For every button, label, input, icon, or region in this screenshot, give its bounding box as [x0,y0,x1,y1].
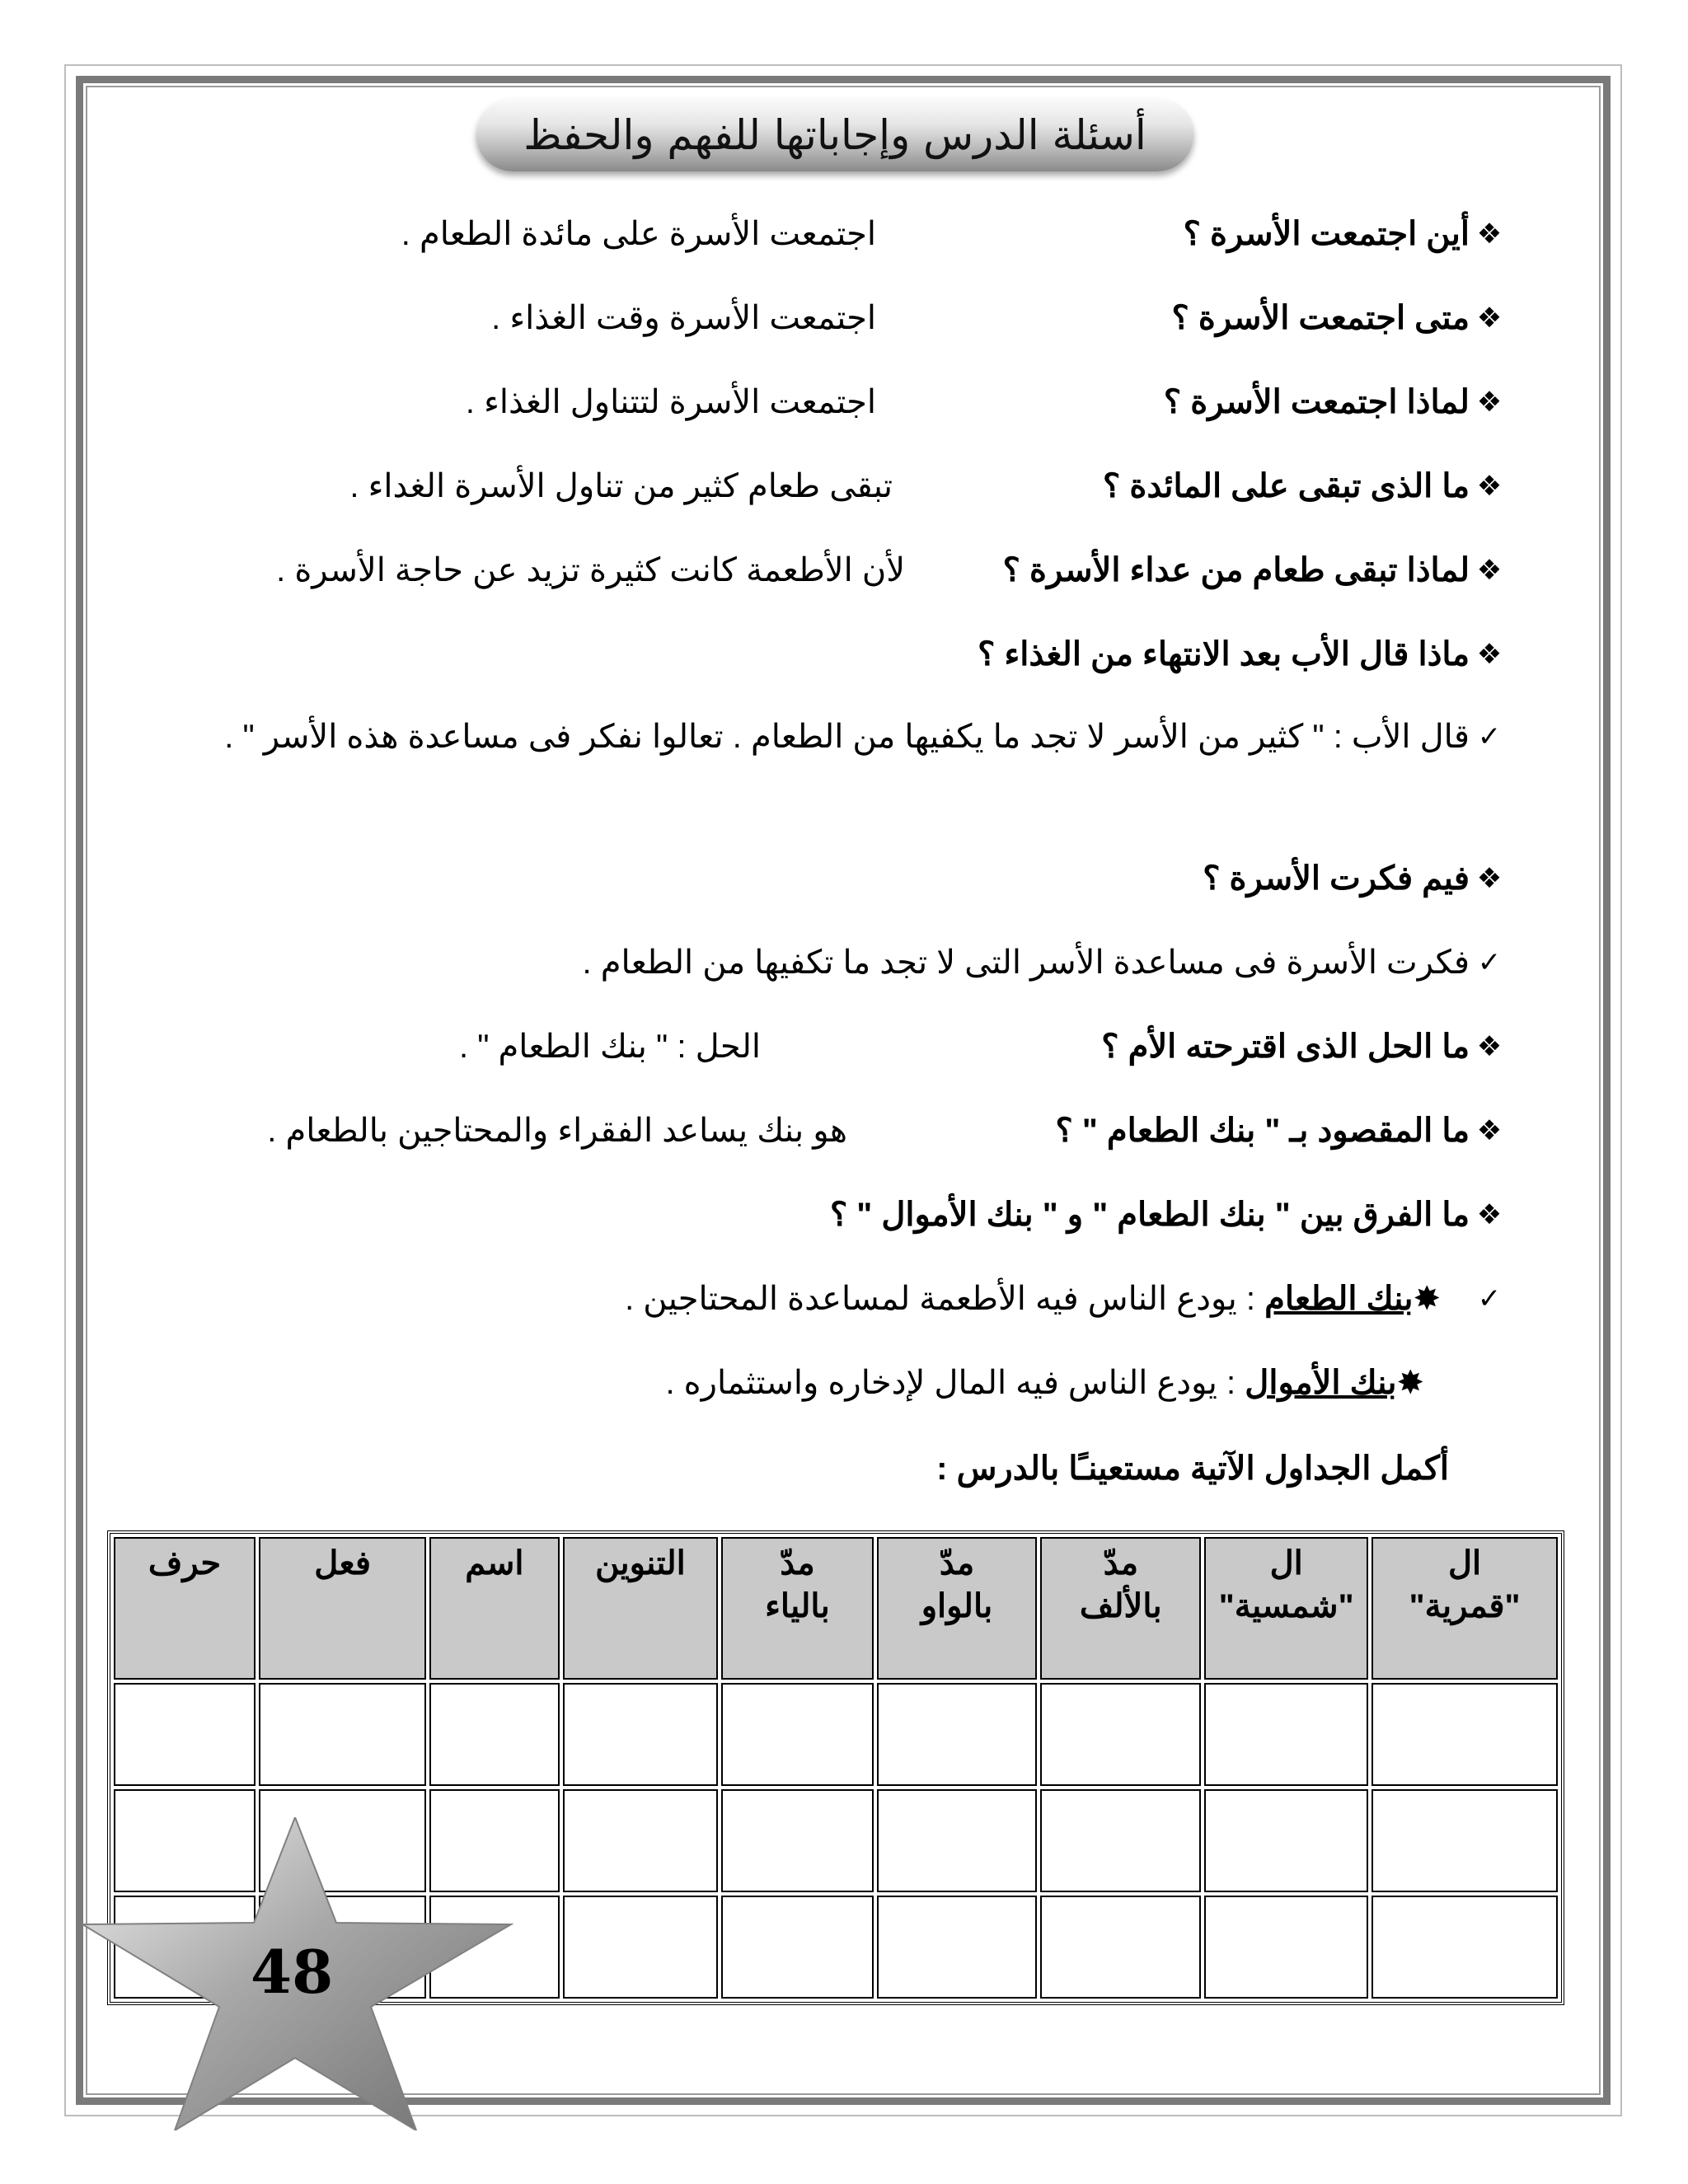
question-4: ما الذى تبقى على المائدة ؟ [1103,468,1470,504]
check-mark-icon: ✓ [1477,1282,1502,1315]
header-cell: مدّ بالواو [877,1537,1038,1680]
food-bank-definition [625,1277,1441,1320]
star-bullet-icon: ✸ [1396,1365,1424,1401]
answer-cell[interactable] [563,1683,719,1786]
answer-cell[interactable] [563,1789,719,1892]
answer-cell[interactable] [429,1683,559,1786]
answer-8: الحل : " بنك الطعام " . [459,1029,761,1065]
table-instruction: أكمل الجداول الآتية مستعينـًا بالدرس : [936,1451,1449,1487]
diamond-bullet-icon: ❖ [1476,1198,1503,1231]
title-banner [476,99,1193,171]
answer-5: لأن الأطعمة كانت كثيرة تزيد عن حاجة الأسرة . [276,552,905,588]
answer-cell[interactable] [563,1896,719,1999]
header-cell: ال "شمسية" [1204,1537,1368,1680]
header-cell: اسم [429,1537,559,1680]
answer-7: فكرت الأسرة فى مساعدة الأسر التى لا تجد ما تكفيها من الطعام . [582,944,1470,981]
header-cell: التنوين [563,1537,719,1680]
diamond-bullet-icon: ❖ [1476,218,1503,251]
answer-cell[interactable] [877,1789,1038,1892]
diamond-bullet-icon: ❖ [1476,638,1503,671]
diamond-bullet-icon: ❖ [1476,470,1503,503]
answer-cell[interactable] [1204,1683,1368,1786]
answer-cell[interactable] [1204,1789,1368,1892]
diamond-bullet-icon: ❖ [1476,1030,1503,1063]
answer-cell[interactable] [114,1683,256,1786]
question-8: ما الحل الذى اقترحته الأم ؟ [1101,1029,1470,1065]
header-cell: مدّ بالألف [1040,1537,1201,1680]
money-bank-term: بنك الأموال [1245,1365,1397,1401]
table-header-row [114,1537,1558,1680]
answer-3: اجتمعت الأسرة لتتناول الغذاء . [465,384,876,420]
diamond-bullet-icon: ❖ [1476,302,1503,335]
food-bank-text: : يودع الناس فيه الأطعمة لمساعدة المحتاجين . [625,1281,1255,1317]
question-5: لماذا تبقى طعام من عداء الأسرة ؟ [1002,552,1470,588]
answer-6: قال الأب : " كثير من الأسر لا تجد ما يكفيها من الطعام . تعالوا نفكر فى مساعدة هذه الأسر " . [224,719,1470,755]
answer-cell[interactable] [1372,1789,1558,1892]
check-mark-icon: ✓ [1477,720,1502,753]
answer-cell[interactable] [1040,1896,1201,1999]
answer-cell[interactable] [259,1683,426,1786]
diamond-bullet-icon: ❖ [1476,862,1503,895]
answer-9: هو بنك يساعد الفقراء والمحتاجين بالطعام . [267,1113,847,1149]
diamond-bullet-icon: ❖ [1476,386,1503,419]
answer-cell[interactable] [1040,1683,1201,1786]
answer-1: اجتمعت الأسرة على مائدة الطعام . [401,216,876,252]
answer-cell[interactable] [1372,1896,1558,1999]
money-bank-text: : يودع الناس فيه المال لإدخاره واستثماره . [665,1365,1236,1401]
header-cell: حرف [114,1537,256,1680]
question-2: متى اجتمعت الأسرة ؟ [1171,300,1470,336]
question-7: فيم فكرت الأسرة ؟ [1203,860,1470,897]
check-mark-icon: ✓ [1477,946,1502,979]
question-10: ما الفرق بين " بنك الطعام " و " بنك الأموال " ؟ [829,1197,1470,1233]
answer-4: تبقى طعام كثير من تناول الأسرة الغداء . [349,468,893,504]
answer-cell[interactable] [877,1896,1038,1999]
answer-cell[interactable] [1372,1683,1558,1786]
answer-cell[interactable] [721,1683,873,1786]
header-cell: فعل [259,1537,426,1680]
question-9: ما المقصود بـ " بنك الطعام " ؟ [1055,1113,1470,1149]
table-row [114,1683,1558,1786]
answer-2: اجتمعت الأسرة وقت الغذاء . [491,300,876,336]
answer-cell[interactable] [1040,1789,1201,1892]
page-title: أسئلة الدرس وإجاباتها للفهم والحفظ [523,111,1146,159]
food-bank-term: بنك الطعام [1264,1281,1414,1317]
answer-cell[interactable] [877,1683,1038,1786]
diamond-bullet-icon: ❖ [1476,554,1503,587]
question-1: أين اجتمعت الأسرة ؟ [1183,216,1470,252]
header-cell: مدّ بالياء [721,1537,873,1680]
money-bank-definition [665,1361,1424,1404]
question-3: لماذا اجتمعت الأسرة ؟ [1163,384,1470,420]
answer-cell[interactable] [1204,1896,1368,1999]
answer-cell[interactable] [721,1789,873,1892]
diamond-bullet-icon: ❖ [1476,1114,1503,1147]
answer-cell[interactable] [721,1896,873,1999]
page-number: 48 [251,1937,334,2007]
star-bullet-icon: ✸ [1413,1281,1441,1317]
header-cell: ال "قمرية" [1372,1537,1558,1680]
question-6: ماذا قال الأب بعد الانتهاء من الغذاء ؟ [978,636,1470,673]
